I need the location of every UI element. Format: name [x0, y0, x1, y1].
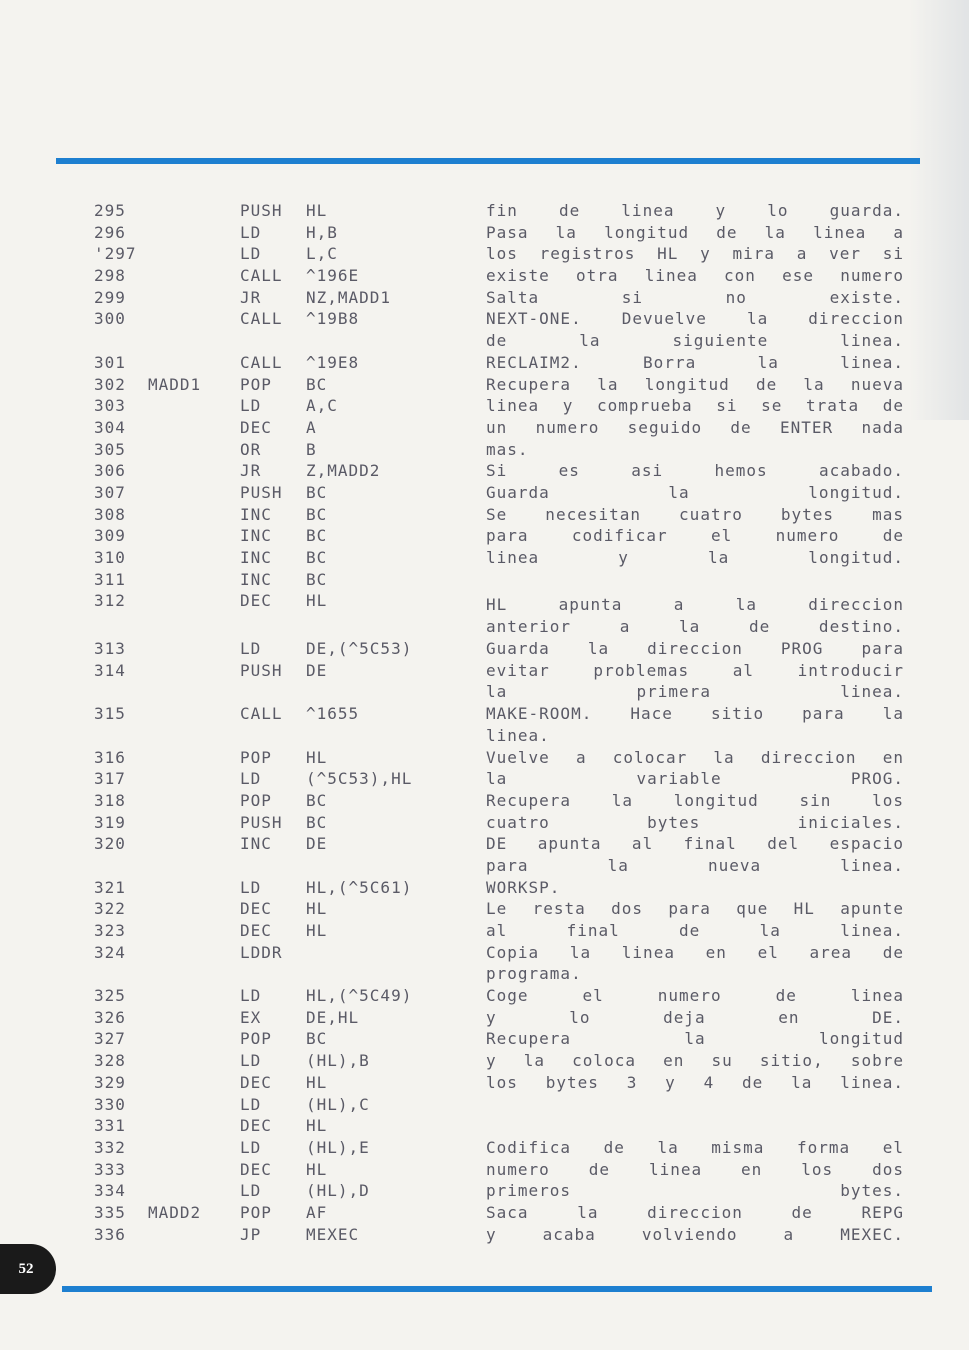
- operand: HL: [306, 201, 328, 220]
- line-number: 322: [94, 899, 126, 919]
- line-number: 301: [94, 352, 126, 372]
- opcode: DEC: [240, 417, 272, 437]
- comment: Pasa la longitud de la linea a: [486, 222, 904, 242]
- listing-line: [94, 877, 914, 899]
- listing-line: [94, 1028, 914, 1050]
- listing-line: [94, 222, 914, 244]
- operand: MEXEC: [306, 1224, 360, 1244]
- listing-line: [94, 417, 914, 439]
- line-number: 298: [94, 266, 126, 286]
- operand: A,C: [306, 396, 338, 416]
- operand: (HL),C: [306, 1094, 370, 1114]
- comment: anterior a la de destino.: [486, 617, 904, 637]
- opcode: CALL: [240, 309, 283, 329]
- comment: Recupera la longitud sin los: [486, 790, 904, 810]
- line-number: 330: [94, 1094, 126, 1114]
- opcode: LDDR: [240, 942, 283, 962]
- comment: Codifica de la misma forma el: [486, 1137, 904, 1157]
- line-number: 329: [94, 1072, 126, 1092]
- operand: BC: [306, 504, 328, 524]
- listing-line: [94, 747, 914, 769]
- comment: Si es asi hemos acabado.: [486, 461, 904, 481]
- line-number: 325: [94, 986, 126, 1006]
- comment: la variable PROG.: [486, 769, 904, 789]
- listing-line: [94, 725, 914, 747]
- operand: HL: [306, 1159, 328, 1179]
- listing-line: [94, 920, 914, 942]
- comment: Copia la linea en el area de: [486, 942, 904, 962]
- opcode: EX: [240, 1007, 262, 1027]
- listing-line: [94, 374, 914, 396]
- line-number: 296: [94, 222, 126, 242]
- listing-line: [94, 460, 914, 482]
- comment: RECLAIM2. Borra la linea.: [486, 352, 904, 372]
- operand: ^19B8: [306, 309, 360, 329]
- line-number: 335: [94, 1202, 126, 1222]
- comment: para codificar el numero de: [486, 526, 904, 546]
- opcode: LD: [240, 222, 262, 242]
- comment: y lo deja en DE.: [486, 1007, 904, 1027]
- comment: WORKSP.: [486, 877, 561, 897]
- opcode: POP: [240, 1202, 272, 1222]
- line-number: 334: [94, 1181, 126, 1201]
- operand: HL,(^5C49): [306, 986, 413, 1006]
- operand: BC: [306, 569, 328, 589]
- operand: NZ,MADD1: [306, 287, 392, 307]
- operand: BC: [306, 812, 328, 832]
- listing-line: [94, 482, 914, 504]
- operand: H,B: [306, 222, 338, 242]
- comment: Recupera la longitud: [486, 1029, 904, 1049]
- line-number: 304: [94, 417, 126, 437]
- listing-line: [94, 812, 914, 834]
- opcode: DEC: [240, 591, 272, 611]
- listing-line: [94, 1115, 914, 1137]
- listing-line: [94, 1007, 914, 1029]
- line-number: 295: [94, 201, 126, 220]
- opcode: LD: [240, 1051, 262, 1071]
- opcode: INC: [240, 548, 272, 567]
- line-number: 302: [94, 374, 126, 394]
- opcode: PUSH: [240, 201, 283, 220]
- operand: (^5C53),HL: [306, 769, 413, 789]
- listing-line: [94, 1202, 914, 1224]
- line-number: 307: [94, 482, 126, 502]
- comment: evitar problemas al introducir: [486, 660, 904, 680]
- operand: BC: [306, 548, 328, 567]
- listing-line: [94, 1224, 914, 1246]
- comment: existe otra linea con ese numero: [486, 266, 904, 286]
- line-number: 315: [94, 704, 126, 724]
- comment: para la nueva linea.: [486, 855, 904, 875]
- operand: HL,(^5C61): [306, 877, 413, 897]
- operand: DE,HL: [306, 1007, 360, 1027]
- line-number: 331: [94, 1116, 126, 1136]
- line-number: 321: [94, 877, 126, 897]
- opcode: DEC: [240, 1116, 272, 1136]
- comment: DE apunta al final del espacio: [486, 834, 904, 854]
- line-number: 324: [94, 942, 126, 962]
- comment: Se necesitan cuatro bytes mas: [486, 504, 904, 524]
- operand: BC: [306, 374, 328, 394]
- listing-line: [94, 768, 914, 790]
- opcode: POP: [240, 1029, 272, 1049]
- opcode: PUSH: [240, 482, 283, 502]
- comment: Saca la direccion de REPG: [486, 1202, 904, 1222]
- listing-line: [94, 616, 914, 638]
- listing-line: [94, 395, 914, 417]
- opcode: LD: [240, 1181, 262, 1201]
- line-number: 314: [94, 660, 126, 680]
- listing-line: [94, 243, 914, 265]
- line-number: 316: [94, 747, 126, 767]
- listing-line: [94, 200, 914, 222]
- comment: linea y comprueba si se trata de: [486, 396, 904, 416]
- comment: programa.: [486, 964, 582, 984]
- opcode: JP: [240, 1224, 262, 1244]
- listing-line: [94, 287, 914, 309]
- listing-line: [94, 963, 914, 985]
- line-number: 317: [94, 769, 126, 789]
- line-number: 326: [94, 1007, 126, 1027]
- listing-line: [94, 703, 914, 725]
- opcode: CALL: [240, 352, 283, 372]
- top-rule: [56, 158, 920, 164]
- listing-line: [94, 504, 914, 526]
- opcode: INC: [240, 569, 272, 589]
- operand: BC: [306, 526, 328, 546]
- operand: (HL),E: [306, 1137, 370, 1157]
- comment: Salta si no existe.: [486, 287, 904, 307]
- listing-line: [94, 1180, 914, 1202]
- listing-line: [94, 439, 914, 461]
- listing-line: [94, 660, 914, 682]
- operand: HL: [306, 1072, 328, 1092]
- page-edge-shadow: [909, 0, 969, 420]
- operand: B: [306, 439, 317, 459]
- line-number: 299: [94, 287, 126, 307]
- listing-line: [94, 638, 914, 660]
- listing-line: [94, 1159, 914, 1181]
- opcode: PUSH: [240, 660, 283, 680]
- opcode: PUSH: [240, 812, 283, 832]
- listing-line: [94, 590, 914, 616]
- operand: HL: [306, 1116, 328, 1136]
- operand: DE,(^5C53): [306, 639, 413, 659]
- operand: ^19E8: [306, 352, 360, 372]
- comment: Guarda la direccion PROG para: [486, 639, 904, 659]
- line-number: 308: [94, 504, 126, 524]
- line-number: 309: [94, 526, 126, 546]
- operand: ^196E: [306, 266, 360, 286]
- operand: L,C: [306, 244, 338, 264]
- opcode: LD: [240, 986, 262, 1006]
- opcode: DEC: [240, 1159, 272, 1179]
- listing-line: [94, 308, 914, 330]
- comment: linea.: [486, 725, 550, 745]
- assembly-listing: [94, 200, 914, 1245]
- line-number: 323: [94, 921, 126, 940]
- opcode: POP: [240, 747, 272, 767]
- operand: HL: [306, 899, 328, 919]
- comment: Vuelve a colocar la direccion en: [486, 747, 904, 767]
- operand: (HL),B: [306, 1051, 370, 1071]
- comment: primeros bytes.: [486, 1181, 904, 1201]
- listing-line: [94, 525, 914, 547]
- listing-line: [94, 1072, 914, 1094]
- listing-line: [94, 985, 914, 1007]
- line-number: 312: [94, 591, 126, 611]
- operand: BC: [306, 482, 328, 502]
- operand: DE: [306, 834, 328, 854]
- operand: (HL),D: [306, 1181, 370, 1201]
- listing-line: [94, 352, 914, 374]
- opcode: LD: [240, 396, 262, 416]
- opcode: DEC: [240, 1072, 272, 1092]
- operand: HL: [306, 591, 328, 611]
- listing-line: [94, 569, 914, 591]
- line-number: 310: [94, 548, 126, 567]
- label: MADD2: [148, 1202, 202, 1222]
- opcode: POP: [240, 790, 272, 810]
- operand: HL: [306, 747, 328, 767]
- line-number: 305: [94, 439, 126, 459]
- opcode: DEC: [240, 899, 272, 919]
- listing-line: [94, 265, 914, 287]
- listing-line: [94, 855, 914, 877]
- listing-line: [94, 681, 914, 703]
- opcode: CALL: [240, 704, 283, 724]
- operand: AF: [306, 1202, 328, 1222]
- comment: al final de la linea.: [486, 921, 904, 940]
- comment: los bytes 3 y 4 de la linea.: [486, 1072, 904, 1092]
- opcode: JR: [240, 461, 262, 481]
- line-number: 300: [94, 309, 126, 329]
- line-number: 320: [94, 834, 126, 854]
- line-number: 306: [94, 461, 126, 481]
- operand: DE: [306, 660, 328, 680]
- comment: un numero seguido de ENTER nada: [486, 417, 904, 437]
- comment: y la coloca en su sitio, sobre: [486, 1051, 904, 1071]
- operand: HL: [306, 921, 328, 940]
- comment: Coge el numero de linea: [486, 986, 904, 1006]
- opcode: CALL: [240, 266, 283, 286]
- line-number: 313: [94, 639, 126, 659]
- operand: ^1655: [306, 704, 360, 724]
- operand: Z,MADD2: [306, 461, 381, 481]
- label: MADD1: [148, 374, 202, 394]
- opcode: LD: [240, 639, 262, 659]
- opcode: LD: [240, 877, 262, 897]
- listing-line: [94, 1137, 914, 1159]
- bottom-rule: [62, 1286, 932, 1292]
- comment: NEXT-ONE. Devuelve la direccion: [486, 309, 904, 329]
- line-number: 328: [94, 1051, 126, 1071]
- line-number: 319: [94, 812, 126, 832]
- opcode: OR: [240, 439, 262, 459]
- comment: Le resta dos para que HL apunte: [486, 899, 904, 919]
- opcode: INC: [240, 504, 272, 524]
- comment: de la siguiente linea.: [486, 331, 904, 351]
- line-number: '297: [94, 244, 137, 264]
- opcode: INC: [240, 526, 272, 546]
- comment: Guarda la longitud.: [486, 482, 904, 502]
- comment: Recupera la longitud de la nueva: [486, 374, 904, 394]
- operand: BC: [306, 1029, 328, 1049]
- page-number-badge: 52: [0, 1244, 56, 1294]
- opcode: LD: [240, 769, 262, 789]
- comment: MAKE-ROOM. Hace sitio para la: [486, 704, 904, 724]
- listing-line: [94, 1050, 914, 1072]
- line-number: 327: [94, 1029, 126, 1049]
- listing-line: [94, 833, 914, 855]
- operand: A: [306, 417, 317, 437]
- line-number: 336: [94, 1224, 126, 1244]
- comment: mas.: [486, 439, 529, 459]
- listing-line: [94, 1094, 914, 1116]
- opcode: LD: [240, 244, 262, 264]
- comment: linea y la longitud.: [486, 548, 904, 567]
- listing-line: [94, 898, 914, 920]
- comment: la primera linea.: [486, 682, 904, 702]
- listing-line: [94, 547, 914, 569]
- listing-line: [94, 330, 914, 352]
- opcode: LD: [240, 1137, 262, 1157]
- opcode: POP: [240, 374, 272, 394]
- comment: y acaba volviendo a MEXEC.: [486, 1224, 904, 1244]
- line-number: 303: [94, 396, 126, 416]
- line-number: 332: [94, 1137, 126, 1157]
- comment: HL apunta a la direccion: [486, 595, 904, 615]
- line-number: 318: [94, 790, 126, 810]
- line-number: 333: [94, 1159, 126, 1179]
- operand: BC: [306, 790, 328, 810]
- line-number: 311: [94, 569, 126, 589]
- comment: fin de linea y lo guarda.: [486, 201, 904, 220]
- comment: cuatro bytes iniciales.: [486, 812, 904, 832]
- listing-line: [94, 942, 914, 964]
- opcode: INC: [240, 834, 272, 854]
- comment: los registros HL y mira a ver si: [486, 244, 904, 264]
- comment: numero de linea en los dos: [486, 1159, 904, 1179]
- listing-line: [94, 790, 914, 812]
- opcode: JR: [240, 287, 262, 307]
- opcode: LD: [240, 1094, 262, 1114]
- opcode: DEC: [240, 921, 272, 940]
